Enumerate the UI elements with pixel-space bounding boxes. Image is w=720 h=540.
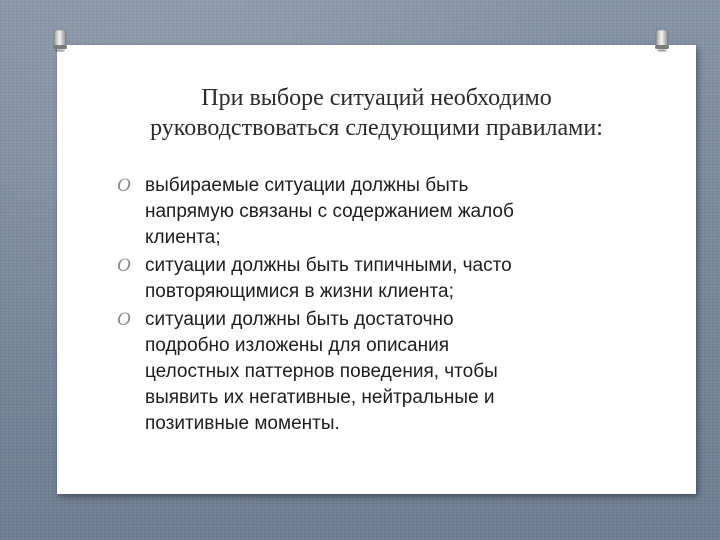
bullet-3-line-3: целостных паттернов поведения, чтобы bbox=[145, 361, 498, 382]
bullet-2-line-2: повторяющимися в жизни клиента; bbox=[145, 281, 454, 302]
bullet-1-line-3: клиента; bbox=[145, 227, 221, 248]
bullet-3-line-4: выявить их негативные, нейтральные и bbox=[145, 387, 495, 408]
slide-title-line-2: руководствоваться следующими правилами: bbox=[150, 115, 603, 141]
bullet-3-line-1: ситуации должны быть достаточно bbox=[145, 309, 454, 330]
slide-title-line-1: При выборе ситуаций необходимо bbox=[201, 85, 552, 111]
bullet-3-line-5: позитивные моменты. bbox=[145, 413, 340, 434]
pushpin-icon bbox=[52, 30, 68, 52]
bullet-item-3 bbox=[57, 307, 696, 437]
bullet-1-line-1: выбираемые ситуации должны быть bbox=[145, 175, 469, 196]
bullet-marker: O bbox=[117, 175, 131, 196]
bullet-item-1 bbox=[57, 173, 696, 251]
bullet-marker: O bbox=[117, 309, 131, 330]
bullet-list bbox=[57, 173, 696, 439]
pushpin-icon bbox=[654, 30, 670, 52]
slide-title bbox=[57, 83, 696, 143]
bullet-3-line-2: подробно изложены для описания bbox=[145, 335, 450, 356]
bullet-item-2 bbox=[57, 253, 696, 305]
bullet-2-line-1: ситуации должны быть типичными, часто bbox=[145, 255, 512, 276]
bullet-1-line-2: напрямую связаны с содержанием жалоб bbox=[145, 201, 514, 222]
bullet-marker: O bbox=[117, 255, 131, 276]
slide-card bbox=[57, 45, 696, 494]
